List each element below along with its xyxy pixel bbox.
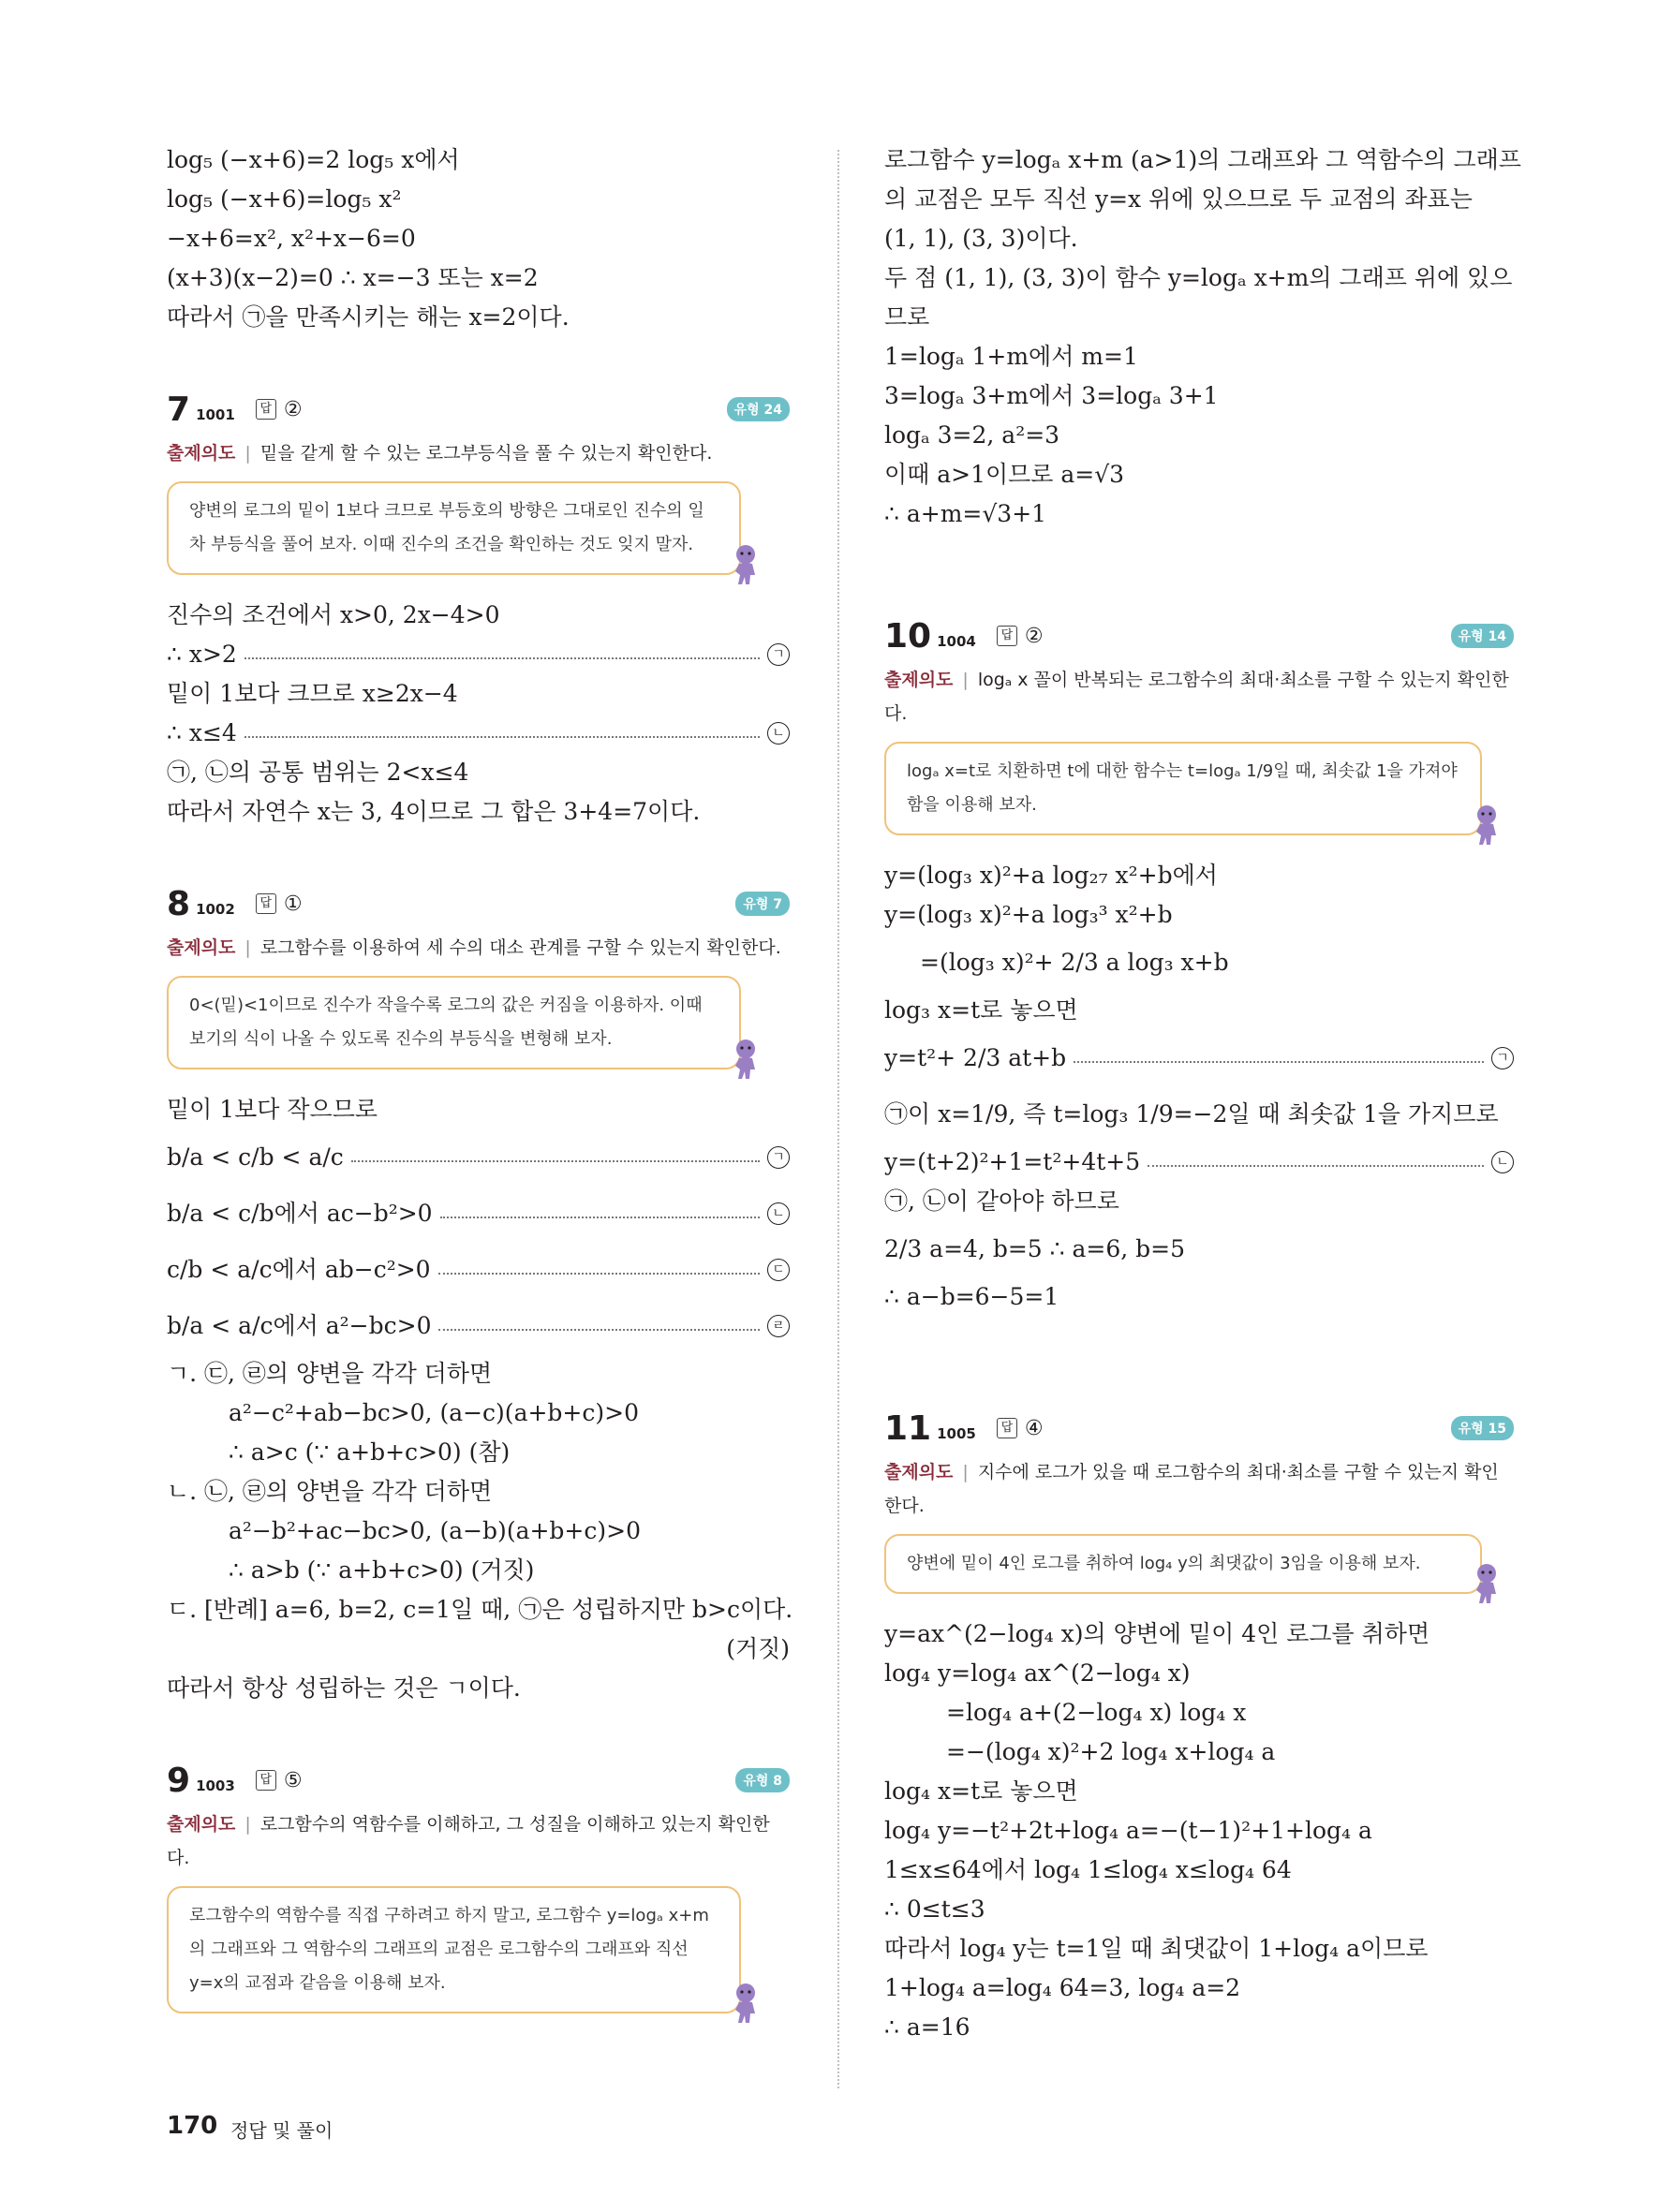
answer-choice: ④	[1024, 1416, 1044, 1440]
problem-number: 8	[167, 884, 191, 923]
column-divider	[837, 150, 839, 2088]
hint-box	[884, 742, 1482, 835]
hint-text: 로그함수의 역함수를 직접 구하려고 하지 말고, 로그함수 y=logₐ x+m의 그래프와 그 역함수의 그래프의 교점은 로그함수의 그래프와 직선 y=x의 교점과 같음을 이용해 보자.	[189, 1906, 709, 1993]
solution-line: =−(log₄ x)²+2 log₄ x+log₄ a	[946, 1738, 1276, 1765]
mascot-character-icon	[1471, 804, 1503, 847]
solution-line: −x+6=x², x²+x−6=0	[167, 225, 416, 252]
problem-number: 7	[167, 390, 191, 429]
hint-box	[884, 1534, 1482, 1594]
equation-marker: ㄷ	[767, 1259, 790, 1281]
solution-line	[167, 635, 790, 674]
solution-text: y=(t+2)²+1=t²+4t+5	[884, 1148, 1141, 1175]
solution-text: b/a < c/b에서 ac−b²>0	[167, 1200, 433, 1227]
solution-text: y=t²+ 2/3 at+b	[884, 1044, 1067, 1071]
type-badge: 유형 24	[727, 397, 790, 421]
problem-code: 1001	[196, 406, 235, 423]
problem-10	[884, 614, 1514, 1317]
solution-line	[167, 714, 790, 753]
equation-marker: ㄱ	[1491, 1047, 1514, 1069]
type-badge: 유형 14	[1451, 624, 1514, 648]
type-badge: 유형 15	[1451, 1416, 1514, 1440]
answer-choice: ②	[283, 397, 303, 421]
solution-text: c/b < a/c에서 ab−c²>0	[167, 1256, 431, 1283]
solution-line	[884, 1030, 1514, 1086]
solution-line: log₅ (−x+6)=2 log₅ x에서	[167, 146, 460, 173]
solution-line: 2/3 a=4, b=5 ∴ a=6, b=5	[884, 1235, 1185, 1262]
solution-text: b/a < a/c에서 a²−bc>0	[167, 1312, 432, 1339]
answer-choice: ⑤	[283, 1768, 303, 1792]
problem-code: 1002	[196, 901, 235, 918]
solution-line	[167, 1298, 790, 1354]
equation-marker: ㄴ	[767, 1202, 790, 1225]
intent-label: 출제의도	[167, 937, 236, 958]
mascot-character-icon	[730, 1982, 762, 2025]
solution-line: a²−c²+ab−bc>0, (a−c)(a+b+c)>0	[229, 1399, 639, 1426]
equation-marker: ㄱ	[767, 643, 790, 666]
intent-text: 지수에 로그가 있을 때 로그함수의 최대·최소를 구할 수 있는지 확인한다.	[884, 1462, 1499, 1516]
problem-intent	[167, 1807, 790, 1875]
page-number: 170	[167, 2112, 218, 2140]
leader-dots	[1148, 1165, 1484, 1167]
solution-line: log₄ x=t로 놓으면	[884, 1777, 1078, 1805]
solution-line: 두 점 (1, 1), (3, 3)이 함수 y=logₐ x+m의 그래프 위에 있으	[884, 264, 1513, 291]
footer-section-title: 정답 및 풀이	[230, 2119, 333, 2142]
intent-text: logₐ x 꼴이 반복되는 로그함수의 최대·최소를 구할 수 있는지 확인한다.	[884, 670, 1509, 724]
leader-dots	[244, 657, 760, 659]
problem-intent	[884, 1455, 1514, 1523]
solution-line: 1+log₄ a=log₄ 64=3, log₄ a=2	[884, 1974, 1241, 2001]
intent-separator: |	[962, 1462, 969, 1482]
solution-line: 1≤x≤64에서 log₄ 1≤log₄ x≤log₄ 64	[884, 1856, 1292, 1883]
answer-icon: 답	[997, 1418, 1017, 1438]
solution-line: 따라서 자연수 x는 3, 4이므로 그 합은 3+4=7이다.	[167, 798, 701, 825]
solution-line: ∴ a−b=6−5=1	[884, 1283, 1059, 1310]
type-badge: 유형 8	[735, 1768, 790, 1792]
solution-line: 므로	[884, 303, 930, 331]
problem-code: 1005	[937, 1425, 976, 1442]
equation-marker: ㄴ	[767, 722, 790, 745]
solution-text: ∴ x>2	[167, 641, 237, 668]
problem-code: 1004	[937, 633, 976, 650]
right-column	[884, 140, 1521, 2047]
problem-number: 11	[884, 1408, 932, 1448]
solution-line: ㄷ. [반례] a=6, b=2, c=1일 때, ㉠은 성립하지만 b>c이다.	[167, 1596, 793, 1623]
problem-11	[884, 1407, 1514, 2047]
solution-line: y=(log₃ x)²+a log₂₇ x²+b에서	[884, 862, 1218, 889]
type-badge: 유형 7	[735, 892, 790, 916]
problem-header	[884, 1407, 1514, 1450]
intent-text: 밑을 같게 할 수 있는 로그부등식을 풀 수 있는지 확인한다.	[259, 443, 713, 464]
hint-text: 양변에 밑이 4인 로그를 취하여 log₄ y의 최댓값이 3임을 이용해 보자.	[907, 1554, 1421, 1573]
solution-line: 로그함수 y=logₐ x+m (a>1)의 그래프와 그 역함수의 그래프	[884, 146, 1521, 173]
solution-line	[167, 1242, 790, 1298]
solution-line: y=(log₃ x)²+a log₃³ x²+b	[884, 901, 1173, 928]
solution-line: logₐ 3=2, a²=3	[884, 421, 1060, 449]
answer-icon: 답	[997, 626, 1017, 646]
hint-box	[167, 481, 741, 575]
solution-line: log₅ (−x+6)=log₅ x²	[167, 185, 402, 213]
solution-line: ㄴ. ㉡, ㉣의 양변을 각각 더하면	[167, 1478, 493, 1505]
problem-7	[167, 388, 790, 832]
solution-line: 1=logₐ 1+m에서 m=1	[884, 343, 1138, 370]
solution-line: 따라서 log₄ y는 t=1일 때 최댓값이 1+log₄ a이므로	[884, 1935, 1429, 1962]
answer-choice: ①	[283, 892, 303, 916]
intent-label: 출제의도	[884, 670, 954, 690]
problem-intent	[884, 663, 1514, 730]
answer-icon: 답	[256, 893, 276, 914]
intent-label: 출제의도	[167, 443, 236, 464]
answer-icon: 답	[256, 399, 276, 420]
mascot-character-icon	[730, 1038, 762, 1081]
problem-code: 1003	[196, 1777, 235, 1794]
leader-dots	[438, 1273, 760, 1275]
problem-8	[167, 882, 793, 1708]
solution-line: log₄ y=log₄ ax^(2−log₄ x)	[884, 1659, 1191, 1687]
problem-number: 9	[167, 1761, 191, 1800]
solution-line	[167, 1186, 790, 1242]
hint-text: 양변의 로그의 밑이 1보다 크므로 부등호의 방향은 그대로인 진수의 일차 부등식을 풀어 보자. 이때 진수의 조건을 확인하는 것도 잊지 말자.	[189, 501, 704, 554]
leader-dots	[438, 1329, 760, 1331]
solution-line	[884, 1143, 1514, 1182]
solution-line: 밑이 1보다 크므로 x≥2x−4	[167, 680, 458, 707]
hint-text: 0<(밑)<1이므로 진수가 작을수록 로그의 값은 커짐을 이용하자. 이때 보기의 식이 나올 수 있도록 진수의 부등식을 변형해 보자.	[189, 995, 703, 1049]
leader-dots	[440, 1217, 760, 1218]
prev-solution-continued	[167, 140, 790, 337]
mascot-character-icon	[1471, 1562, 1503, 1605]
intent-label: 출제의도	[884, 1462, 954, 1482]
solution-line	[167, 1129, 790, 1186]
solution-line: =log₄ a+(2−log₄ x) log₄ x	[946, 1699, 1247, 1726]
solution-line: 진수의 조건에서 x>0, 2x−4>0	[167, 601, 500, 628]
left-column	[167, 140, 793, 2034]
leader-dots	[1074, 1061, 1484, 1063]
leader-dots	[351, 1160, 760, 1162]
intent-text: 로그함수를 이용하여 세 수의 대소 관계를 구할 수 있는지 확인한다.	[259, 937, 781, 958]
intent-text: 로그함수의 역함수를 이해하고, 그 성질을 이해하고 있는지 확인한다.	[167, 1814, 770, 1868]
answer-icon: 답	[256, 1770, 276, 1791]
problem-header	[167, 882, 790, 925]
solution-line: log₄ y=−t²+2t+log₄ a=−(t−1)²+1+log₄ a	[884, 1817, 1372, 1844]
solution-line: 따라서 ㉠을 만족시키는 해는 x=2이다.	[167, 303, 570, 331]
leader-dots	[244, 736, 760, 738]
solution-line: ∴ a+m=√3+1	[884, 500, 1047, 527]
solution-line: ㉠이 x=1/9, 즉 t=log₃ 1/9=−2일 때 최솟값 1을 가지므로	[884, 1100, 1499, 1128]
solution-line: 의 교점은 모두 직선 y=x 위에 있으므로 두 교점의 좌표는	[884, 185, 1473, 213]
solution-line: 3=logₐ 3+m에서 3=logₐ 3+1	[884, 382, 1219, 409]
solution-line: ∴ a=16	[884, 2013, 970, 2041]
solution-line: ㉠, ㉡의 공통 범위는 2<x≤4	[167, 759, 469, 786]
solution-line: ∴ a>c (∵ a+b+c>0) (참)	[229, 1438, 511, 1466]
intent-separator: |	[244, 1814, 251, 1835]
solution-line: (거짓)	[726, 1635, 790, 1662]
problem-number: 10	[884, 616, 932, 656]
problem-intent	[167, 436, 790, 470]
problem-header	[167, 1759, 790, 1802]
solution-line: 밑이 1보다 작으므로	[167, 1096, 378, 1123]
problem-9-solution	[884, 140, 1521, 534]
equation-marker: ㄴ	[1491, 1151, 1514, 1173]
solution-line: (x+3)(x−2)=0 ∴ x=−3 또는 x=2	[167, 264, 539, 291]
solution-line: y=ax^(2−log₄ x)의 양변에 밑이 4인 로그를 취하면	[884, 1620, 1430, 1647]
solution-line: 이때 a>1이므로 a=√3	[884, 461, 1125, 488]
solution-line: log₃ x=t로 놓으면	[884, 996, 1078, 1024]
solution-line: (1, 1), (3, 3)이다.	[884, 225, 1078, 252]
problem-header	[167, 388, 790, 431]
solution-text: b/a < c/b < a/c	[167, 1143, 344, 1171]
solution-line: ∴ 0≤t≤3	[884, 1895, 985, 1923]
answer-choice: ②	[1024, 624, 1044, 648]
problem-9	[167, 1759, 790, 2013]
intent-separator: |	[962, 670, 969, 690]
problem-intent	[167, 931, 790, 965]
hint-text: logₐ x=t로 치환하면 t에 대한 함수는 t=logₐ 1/9일 때, 최솟값 1을 가져야 함을 이용해 보자.	[907, 761, 1458, 815]
solution-line: ㉠, ㉡이 같아야 하므로	[884, 1187, 1119, 1215]
hint-box	[167, 976, 741, 1069]
problem-header	[884, 614, 1514, 657]
hint-box	[167, 1886, 741, 2013]
solution-line: ㄱ. ㉢, ㉣의 양변을 각각 더하면	[167, 1360, 493, 1387]
mascot-character-icon	[730, 543, 762, 586]
solution-line: =(log₃ x)²+ 2/3 a log₃ x+b	[920, 949, 1229, 976]
equation-marker: ㄱ	[767, 1146, 790, 1169]
solution-line: 따라서 항상 성립하는 것은 ㄱ이다.	[167, 1674, 521, 1702]
solution-line: ∴ a>b (∵ a+b+c>0) (거짓)	[229, 1556, 535, 1584]
solution-text: ∴ x≤4	[167, 719, 237, 746]
intent-separator: |	[244, 937, 251, 958]
intent-label: 출제의도	[167, 1814, 236, 1835]
equation-marker: ㄹ	[767, 1315, 790, 1337]
intent-separator: |	[244, 443, 251, 464]
solution-line: a²−b²+ac−bc>0, (a−b)(a+b+c)>0	[229, 1517, 641, 1544]
